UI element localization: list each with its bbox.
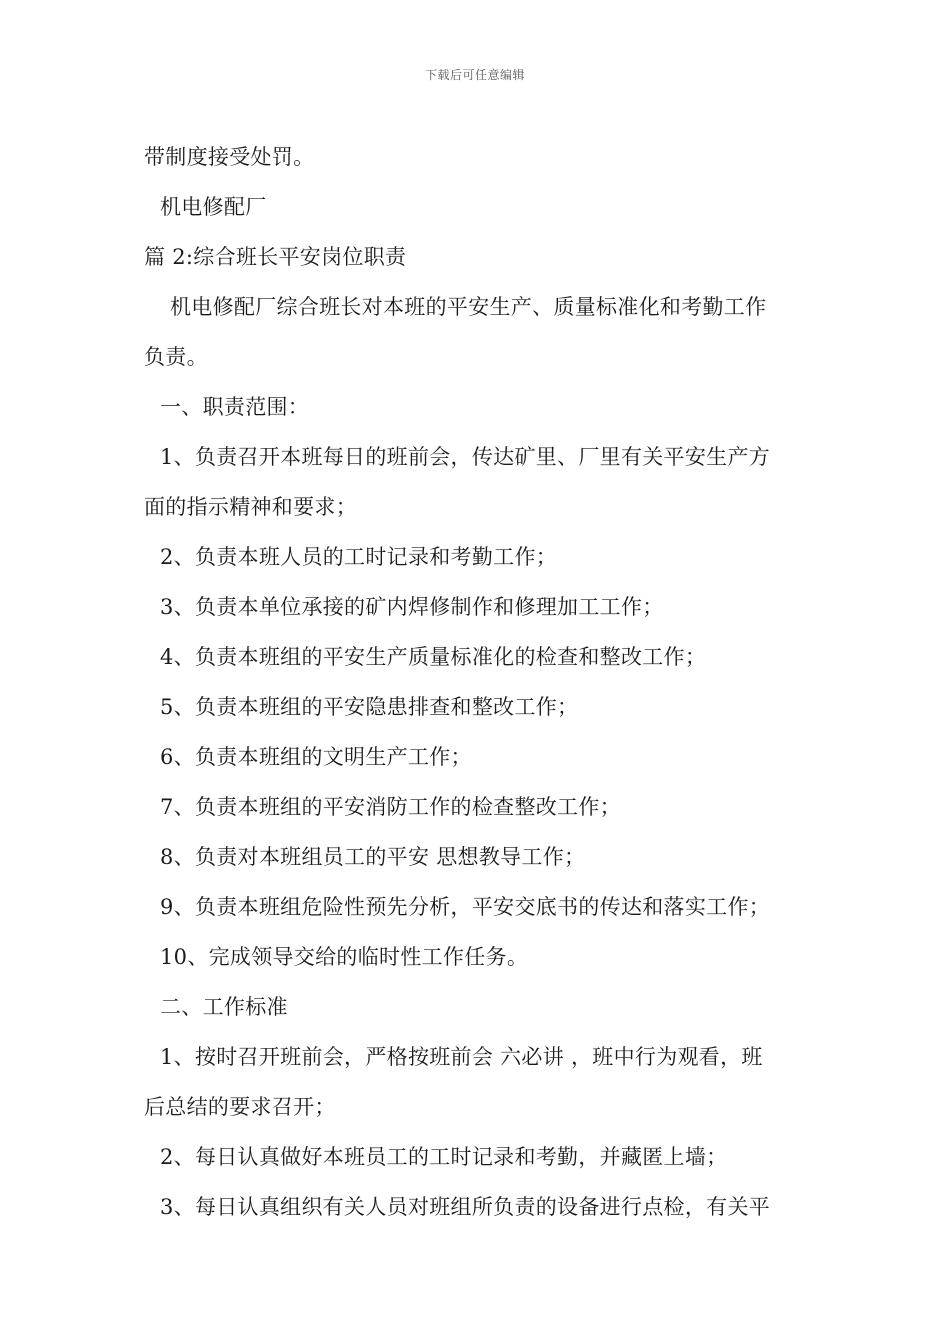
paragraph-line: 机电修配厂综合班长对本班的平安生产、质量标准化和考勤工作: [170, 295, 767, 319]
section-title: 篇 2:综合班长平安岗位职责: [144, 245, 407, 269]
section-heading: 二、工作标准: [160, 995, 288, 1019]
paragraph-line: 机电修配厂: [160, 195, 267, 219]
list-item-continuation: 后总结的要求召开；: [144, 1095, 336, 1119]
list-item-continuation: 面的指示精神和要求；: [144, 495, 357, 519]
list-item: 3、负责本单位承接的矿内焊修制作和修理加工工作；: [160, 595, 664, 619]
list-item: 3、每日认真组织有关人员对班组所负责的设备进行点检，有关平: [160, 1195, 771, 1219]
list-item: 1、负责召开本班每日的班前会，传达矿里、厂里有关平安生产方: [160, 445, 771, 469]
document-body: [144, 132, 814, 1232]
list-item: 7、负责本班组的平安消防工作的检查整改工作；: [160, 795, 621, 819]
paragraph-line: 负责。: [144, 345, 208, 369]
list-item: 5、负责本班组的平安隐患排查和整改工作；: [160, 695, 579, 719]
list-item: 2、负责本班人员的工时记录和考勤工作；: [160, 545, 558, 569]
list-item: 9、负责本班组危险性预先分析，平安交底书的传达和落实工作；: [160, 895, 771, 919]
list-item: 10、完成领导交给的临时性工作任务。: [160, 945, 529, 969]
list-item: 1、按时召开班前会，严格按班前会 六必讲 ，班中行为观看，班: [160, 1045, 763, 1069]
list-item: 8、负责对本班组员工的平安 思想教导工作；: [160, 845, 586, 869]
paragraph-line: 带制度接受处罚。: [144, 145, 315, 169]
section-heading: 一、职责范围：: [160, 395, 310, 419]
list-item: 2、每日认真做好本班员工的工时记录和考勤，并藏匿上墙；: [160, 1145, 728, 1169]
list-item: 4、负责本班组的平安生产质量标准化的检查和整改工作；: [160, 645, 707, 669]
list-item: 6、负责本班组的文明生产工作；: [160, 745, 472, 769]
page-header: 下载后可任意编辑: [424, 68, 525, 82]
